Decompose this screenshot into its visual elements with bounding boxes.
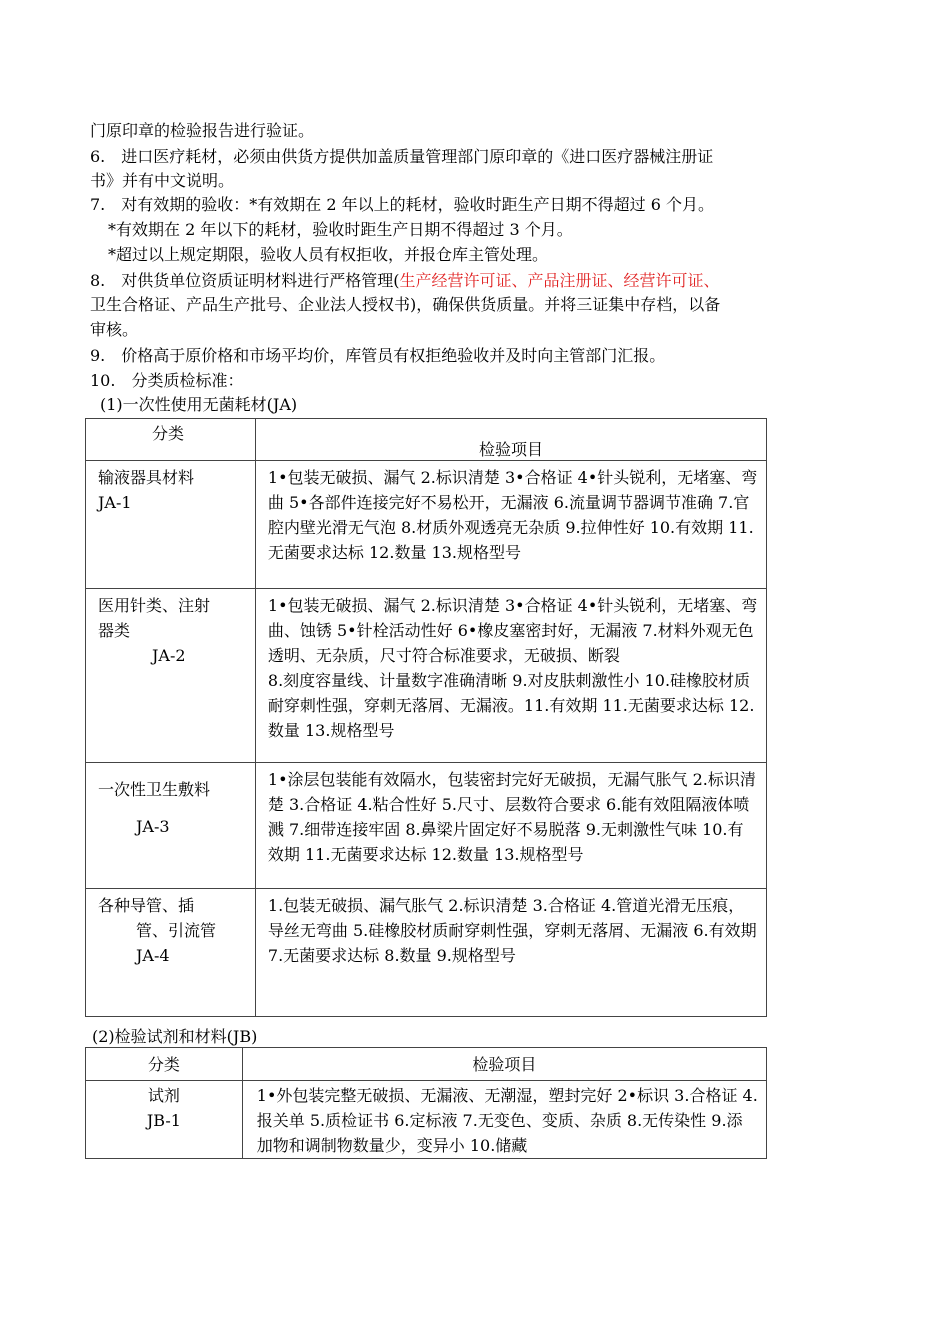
item-8-line-1 <box>90 268 720 294</box>
table-row <box>86 763 767 889</box>
category-name-cont: 器类 <box>98 621 131 640</box>
table-ja <box>85 418 767 1017</box>
category-name-cont: 管、引流管 <box>136 921 217 940</box>
item-7-line-1: 7. 对有效期的验收：*有效期在 2 年以上的耗材，验收时距生产日期不得超过 6 个月。 <box>90 195 714 214</box>
item-10: 10. 分类质检标准： <box>90 371 244 390</box>
items-cell: 1.包装无破损、漏气胀气 2.标识清楚 3.合格证 4.管道光滑无压痕，导丝无弯曲 5.硅橡胶材质耐穿刺性强，穿刺无落屑、无漏液 6.有效期 7.无菌要求达标 8.数量 9.规格型号 <box>255 889 766 1017</box>
category-cell <box>86 763 256 889</box>
table-a-caption: (1)一次性使用无菌耗材(JA) <box>100 395 298 414</box>
category-cell <box>86 1081 243 1159</box>
item-7-line-2: *有效期在 2 年以下的耗材，验收时距生产日期不得超过 3 个月。 <box>108 220 573 239</box>
category-code: JA-2 <box>152 646 186 665</box>
table-row <box>86 461 767 589</box>
table-b-caption: (2)检验试剂和材料(JB) <box>92 1027 258 1046</box>
item-6-line-2: 书》并有中文说明。 <box>90 171 235 190</box>
item-9: 9. 价格高于原价格和市场平均价，库管员有权拒绝验收并及时向主管部门汇报。 <box>90 346 666 365</box>
category-cell <box>86 589 256 763</box>
items-text-cont: 8.刻度容量线、计量数字准确清晰 9.对皮肤刺激性小 10.硅橡胶材质耐穿刺性强，穿刺无落屑、无漏液。11.有效期 11.无菌要求达标 12.数量 13.规格型号 <box>267 671 755 740</box>
category-code: JA-1 <box>98 493 132 512</box>
item-7-line-3: *超过以上规定期限，验收人员有权拒收，并报仓库主管处理。 <box>108 245 549 264</box>
table-header-row <box>86 419 767 461</box>
items-cell: 1•涂层包装能有效隔水，包装密封完好无破损，无漏气胀气 2.标识清楚 3.合格证 4.粘合性好 5.尺寸、层数符合要求 6.能有效阻隔液体喷溅 7.细带连接牢固 8.鼻梁片固定好不易脱落 9.无刺激性气味 10.有效期 11.无菌要求达标 12.数量 13.规格型号 <box>255 763 766 889</box>
header-category: 分类 <box>152 424 185 443</box>
header-category: 分类 <box>86 1048 243 1081</box>
item-8-line-3: 审核。 <box>90 320 139 339</box>
table-jb <box>85 1047 767 1159</box>
category-code: JA-3 <box>136 817 170 836</box>
item-8-line-2: 卫生合格证、产品生产批号、企业法人授权书)，确保供货质量。并将三证集中存档，以备 <box>90 295 721 314</box>
header-items: 检验项目 <box>478 440 543 459</box>
items-cell: 1•外包装完整无破损、无漏液、无潮湿，塑封完好 2•标识 3.合格证 4.报关单 5.质检证书 6.定标液 7.无变色、变质、杂质 8.无传染性 9.添加物和调制物数量少，变异小 10.储藏 <box>242 1081 766 1159</box>
item-8-text: 8. 对供货单位资质证明材料进行严格管理( <box>90 271 400 290</box>
table-row <box>86 589 767 763</box>
header-items: 检验项目 <box>242 1048 766 1081</box>
items-cell: 1•包装无破损、漏气 2.标识清楚 3•合格证 4•针头锐利，无堵塞、弯曲 5•各部件连接完好不易松开，无漏液 6.流量调节器调节准确 7.官腔内壁光滑无气泡 8.材质外观透亮无杂质 9.拉伸性好 10.有效期 11.无菌要求达标 12.数量 13.规格型号 <box>255 461 766 589</box>
category-code: JB-1 <box>146 1111 181 1130</box>
category-name: 各种导管、插 <box>98 896 195 915</box>
category-name: 试剂 <box>147 1086 180 1105</box>
item-6-line-1: 6. 进口医疗耗材，必须由供货方提供加盖质量管理部门原印章的《进口医疗器械注册证 <box>90 147 714 166</box>
header-items-cell <box>255 419 766 461</box>
category-name: 输液器具材料 <box>98 468 195 487</box>
item-8-highlight: 生产经营许可证、产品注册证、经营许可证、 <box>399 271 720 290</box>
category-code: JA-4 <box>136 946 170 965</box>
category-name: 医用针类、注射 <box>98 596 211 615</box>
category-cell <box>86 889 256 1017</box>
items-text: 1•包装无破损、漏气 2.标识清楚 3•合格证 4•针头锐利，无堵塞、弯曲、蚀锈 5•针栓活动性好 6•橡皮塞密封好，无漏液 7.材料外观无色透明、无杂质，尺寸符合标准要求，无破损、断裂 <box>267 596 758 665</box>
paragraph-intro: 门原印章的检验报告进行验证。 <box>90 121 315 140</box>
items-cell <box>255 589 766 763</box>
table-header-row <box>86 1048 767 1081</box>
table-row <box>86 889 767 1017</box>
category-name: 一次性卫生敷料 <box>98 780 211 799</box>
category-cell <box>86 461 256 589</box>
table-row <box>86 1081 767 1159</box>
header-category-cell <box>86 419 256 461</box>
